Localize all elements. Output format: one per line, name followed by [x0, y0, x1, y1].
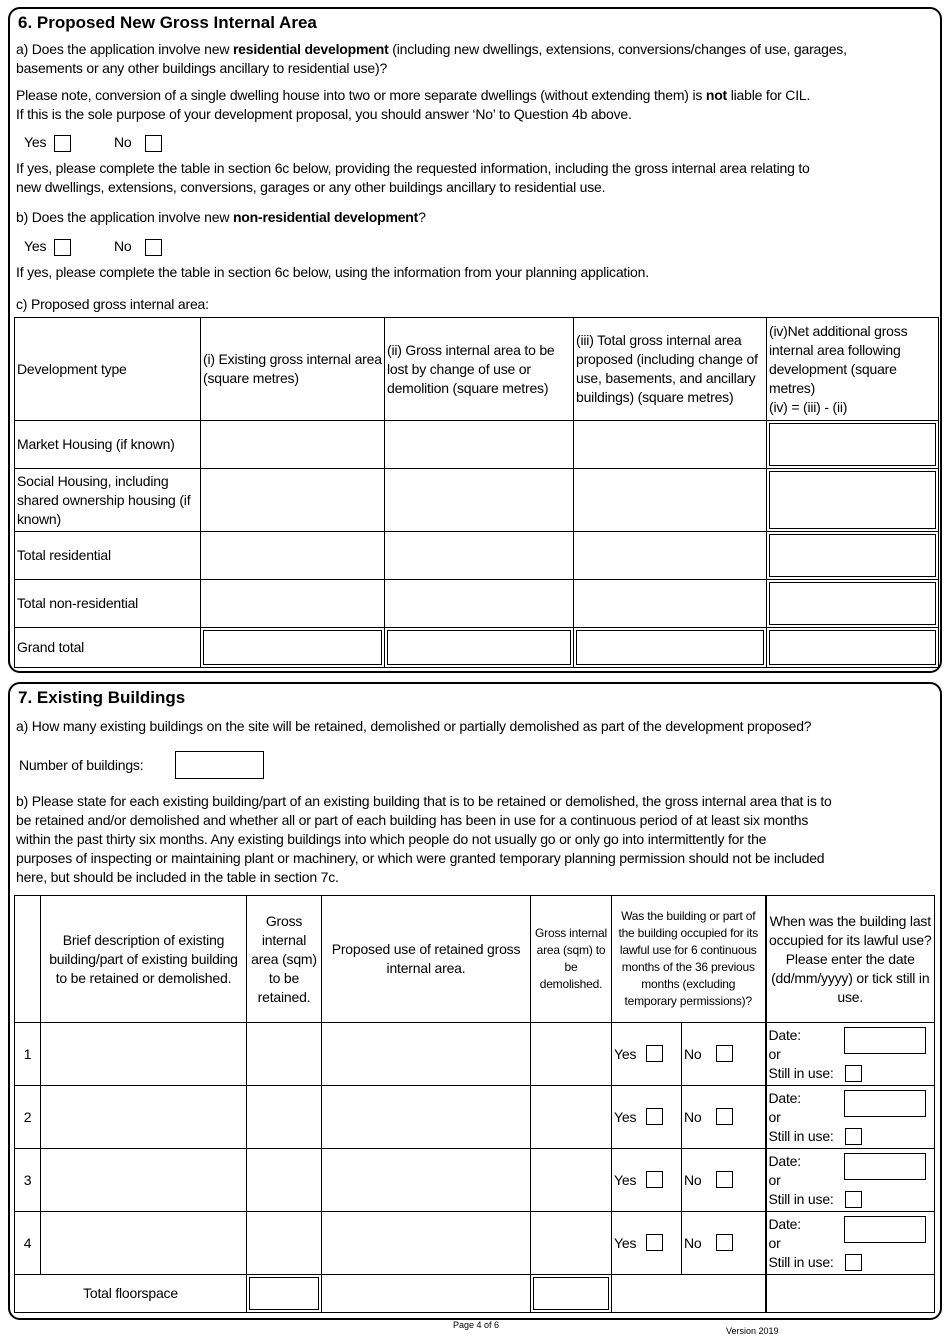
- gia-demolished-cell[interactable]: [531, 1023, 612, 1086]
- building-row: [15, 1023, 935, 1086]
- total-retained-cell[interactable]: [247, 1275, 322, 1313]
- net-input[interactable]: [769, 582, 936, 625]
- gia-demolished-cell[interactable]: [531, 1149, 612, 1212]
- row-number: 4: [15, 1212, 41, 1275]
- section-7-panel: [8, 682, 942, 1320]
- total-blank-cell-3: [766, 1275, 935, 1313]
- gia-retained-cell[interactable]: [247, 1086, 322, 1149]
- gia-row-total-non-residential: [15, 580, 939, 628]
- question-7b: b) Please state for each existing building/part of an existing building that is to be retained or demolished, the gross internal area that is to be retained and/or demolished and whether all or part of each building has been in use for a continuous period of at least six months within the past thirty six months. Any existing buildings into which people do not usually go or only go into intermittently for the purposes of inspecting or maintaining plant or machinery, or which were granted temporary planning permission should not be included here, but should be included in the table in section 7c.: [16, 793, 832, 885]
- header-proposed-use: Proposed use of retained gross internal area.: [322, 896, 531, 1023]
- cil-note: Please note, conversion of a single dwelling house into two or more separate dwellings (without extending them) is not liable for CIL. If this is the sole purpose of your development proposal, you should answer ‘No’ to Question 4b above.: [16, 87, 811, 122]
- occupied-yes-cell: [612, 1212, 682, 1275]
- q6b-yes-label: Yes: [24, 238, 47, 254]
- building-row: [15, 1086, 935, 1149]
- q6a-no-label: No: [114, 134, 132, 150]
- question-7a: a) How many existing buildings on the site will be retained, demolished or partially demolished as part of the development proposed?: [16, 718, 812, 734]
- section-6-title: 6. Proposed New Gross Internal Area: [18, 13, 317, 32]
- header-gia-demolished: Gross internal area (sqm) to be demolished.: [531, 896, 612, 1023]
- total-blank-cell-2: [612, 1275, 766, 1313]
- description-cell[interactable]: [41, 1023, 247, 1086]
- row-number: 1: [15, 1023, 41, 1086]
- proposed-total-cell[interactable]: [574, 628, 767, 668]
- question-6a: a) Does the application involve new residential development (including new dwellings, extensions, conversions/changes of use, garages, basements or any other buildings ancillary to residential use)?: [16, 41, 847, 76]
- net-cell[interactable]: [767, 421, 939, 469]
- question-6b: b) Does the application involve new non-residential development?: [16, 209, 426, 225]
- existing-total-cell[interactable]: [201, 628, 385, 668]
- proposed-cell[interactable]: [574, 580, 767, 628]
- total-blank-cell: [322, 1275, 531, 1313]
- section-6-panel: [8, 7, 942, 673]
- still-in-use-checkbox[interactable]: [845, 1065, 862, 1082]
- lost-cell[interactable]: [385, 469, 574, 532]
- net-input[interactable]: [769, 534, 936, 577]
- row-label: Social Housing, including shared ownership housing (if known): [15, 469, 201, 532]
- row-number: 3: [15, 1149, 41, 1212]
- gia-demolished-cell[interactable]: [531, 1086, 612, 1149]
- proposed-total-input[interactable]: [576, 630, 764, 665]
- occupied-yes-checkbox[interactable]: [646, 1045, 663, 1062]
- row-label: Market Housing (if known): [15, 421, 201, 469]
- number-of-buildings-label: Number of buildings:: [19, 757, 144, 773]
- occupied-no-checkbox[interactable]: [716, 1171, 733, 1188]
- net-cell[interactable]: [767, 532, 939, 580]
- gia-row-social-housing: [15, 469, 939, 532]
- occupied-no-cell: [682, 1086, 766, 1149]
- q6b-instructions: If yes, please complete the table in section 6c below, using the information from your planning application.: [16, 264, 649, 280]
- building-row: [15, 1212, 935, 1275]
- gia-retained-cell[interactable]: [247, 1212, 322, 1275]
- occupied-no-checkbox[interactable]: [716, 1045, 733, 1062]
- occupied-yes-checkbox[interactable]: [646, 1234, 663, 1251]
- net-total-input[interactable]: [769, 630, 936, 665]
- existing-buildings-table: [14, 895, 935, 1313]
- row-number: 2: [15, 1086, 41, 1149]
- or-label: or: [768, 1172, 781, 1188]
- net-input[interactable]: [769, 471, 936, 529]
- description-cell[interactable]: [41, 1212, 247, 1275]
- buildings-header-row: [15, 896, 935, 1023]
- net-cell[interactable]: [767, 580, 939, 628]
- existing-cell[interactable]: [201, 532, 385, 580]
- no-label: No: [684, 1045, 702, 1062]
- yes-label: Yes: [614, 1045, 637, 1062]
- gia-header-net-additional: (iv)Net additional gross internal area following development (square metres) (iv) = (iii) - (ii): [767, 318, 939, 421]
- row-label: Total non-residential: [15, 580, 201, 628]
- yes-label: Yes: [614, 1234, 637, 1251]
- header-occupied: Was the building or part of the building occupied for its lawful use for 6 continuous months of the 36 previous months (excluding temporary permissions)?: [612, 896, 766, 1023]
- date-input[interactable]: [844, 1027, 926, 1054]
- lost-cell[interactable]: [385, 580, 574, 628]
- q6a-yes-checkbox[interactable]: [54, 135, 71, 152]
- occupied-no-cell: [682, 1149, 766, 1212]
- or-label: or: [768, 1235, 781, 1251]
- still-in-use-checkbox[interactable]: [845, 1191, 862, 1208]
- or-label: or: [768, 1109, 781, 1125]
- gia-retained-cell[interactable]: [247, 1149, 322, 1212]
- header-description: Brief description of existing building/part of existing building to be retained or demolished.: [41, 896, 247, 1023]
- total-floorspace-label: Total floorspace: [15, 1275, 247, 1313]
- proposed-cell[interactable]: [574, 532, 767, 580]
- still-in-use-label: Still in use:: [768, 1128, 834, 1144]
- date-label: Date:: [768, 1153, 801, 1169]
- lost-cell[interactable]: [385, 532, 574, 580]
- total-demolished-input[interactable]: [533, 1277, 609, 1310]
- header-gia-retained: Gross internal area (sqm) to be retained.: [247, 896, 322, 1023]
- still-in-use-checkbox[interactable]: [845, 1254, 862, 1271]
- gia-header-development-type: Development type: [15, 318, 201, 421]
- occupied-no-cell: [682, 1023, 766, 1086]
- q6b-no-checkbox[interactable]: [145, 239, 162, 256]
- date-label: Date:: [768, 1027, 801, 1043]
- lost-total-input[interactable]: [387, 630, 571, 665]
- occupied-yes-checkbox[interactable]: [646, 1171, 663, 1188]
- date-label: Date:: [768, 1090, 801, 1106]
- yes-label: Yes: [614, 1108, 637, 1125]
- gia-retained-cell[interactable]: [247, 1023, 322, 1086]
- description-cell[interactable]: [41, 1086, 247, 1149]
- yes-label: Yes: [614, 1171, 637, 1188]
- occupied-no-checkbox[interactable]: [716, 1234, 733, 1251]
- gia-row-total-residential: [15, 532, 939, 580]
- section-7-title: 7. Existing Buildings: [18, 688, 186, 707]
- header-last-occupied: When was the building last occupied for its lawful use? Please enter the date (dd/mm/yyyy) or tick still in use.: [766, 896, 935, 1023]
- occupied-yes-cell: [612, 1023, 682, 1086]
- no-label: No: [684, 1234, 702, 1251]
- question-6c: c) Proposed gross internal area:: [16, 296, 209, 312]
- net-input[interactable]: [769, 423, 936, 466]
- existing-cell[interactable]: [201, 580, 385, 628]
- still-in-use-label: Still in use:: [768, 1191, 834, 1207]
- gia-header-lost: (ii) Gross internal area to be lost by change of use or demolition (square metres): [385, 318, 574, 421]
- total-demolished-cell[interactable]: [531, 1275, 612, 1313]
- still-in-use-label: Still in use:: [768, 1065, 834, 1081]
- gia-row-market-housing: [15, 421, 939, 469]
- existing-cell[interactable]: [201, 421, 385, 469]
- q6a-yes-label: Yes: [24, 134, 47, 150]
- q6a-instructions: If yes, please complete the table in section 6c below, providing the requested information, including the gross internal area relating to new dwellings, extensions, conversions, garages or any other buildings ancillary to residential use.: [16, 160, 810, 195]
- still-in-use-checkbox[interactable]: [845, 1128, 862, 1145]
- gia-table: [14, 317, 939, 668]
- gia-demolished-cell[interactable]: [531, 1212, 612, 1275]
- proposed-cell[interactable]: [574, 469, 767, 532]
- date-label: Date:: [768, 1216, 801, 1232]
- no-label: No: [684, 1108, 702, 1125]
- occupied-yes-cell: [612, 1086, 682, 1149]
- date-input[interactable]: [844, 1153, 926, 1180]
- row-label: Total residential: [15, 532, 201, 580]
- gia-header-existing: (i) Existing gross internal area (square metres): [201, 318, 385, 421]
- existing-cell[interactable]: [201, 469, 385, 532]
- total-retained-input[interactable]: [249, 1277, 319, 1310]
- page-number: Page 4 of 6: [453, 1320, 500, 1330]
- proposed-use-cell[interactable]: [322, 1212, 531, 1275]
- no-label: No: [684, 1171, 702, 1188]
- gia-row-grand-total: [15, 628, 939, 668]
- last-occupied-cell: [766, 1212, 935, 1275]
- header-number: [15, 896, 41, 1023]
- proposed-use-cell[interactable]: [322, 1086, 531, 1149]
- q6b-yes-checkbox[interactable]: [54, 239, 71, 256]
- date-input[interactable]: [844, 1090, 926, 1117]
- last-occupied-cell: [766, 1086, 935, 1149]
- still-in-use-label: Still in use:: [768, 1254, 834, 1270]
- occupied-yes-checkbox[interactable]: [646, 1108, 663, 1125]
- number-of-buildings-input[interactable]: [175, 751, 264, 779]
- lost-total-cell[interactable]: [385, 628, 574, 668]
- occupied-no-cell: [682, 1212, 766, 1275]
- q6b-no-label: No: [114, 238, 132, 254]
- net-total-cell[interactable]: [767, 628, 939, 668]
- net-cell[interactable]: [767, 469, 939, 532]
- last-occupied-cell: [766, 1149, 935, 1212]
- proposed-use-cell[interactable]: [322, 1149, 531, 1212]
- proposed-cell[interactable]: [574, 421, 767, 469]
- occupied-no-checkbox[interactable]: [716, 1108, 733, 1125]
- lost-cell[interactable]: [385, 421, 574, 469]
- description-cell[interactable]: [41, 1149, 247, 1212]
- occupied-yes-cell: [612, 1149, 682, 1212]
- existing-total-input[interactable]: [203, 630, 382, 665]
- gia-header-total-proposed: (iii) Total gross internal area proposed (including change of use, basements, and ancillary buildings) (square metres): [574, 318, 767, 421]
- proposed-use-cell[interactable]: [322, 1023, 531, 1086]
- gia-table-header-row: [15, 318, 939, 421]
- last-occupied-cell: [766, 1023, 935, 1086]
- q6a-no-checkbox[interactable]: [145, 135, 162, 152]
- or-label: or: [768, 1046, 781, 1062]
- row-label: Grand total: [15, 628, 201, 668]
- date-input[interactable]: [844, 1216, 926, 1243]
- version-label: Version 2019: [726, 1326, 779, 1336]
- building-row: [15, 1149, 935, 1212]
- total-floorspace-row: [15, 1275, 935, 1313]
